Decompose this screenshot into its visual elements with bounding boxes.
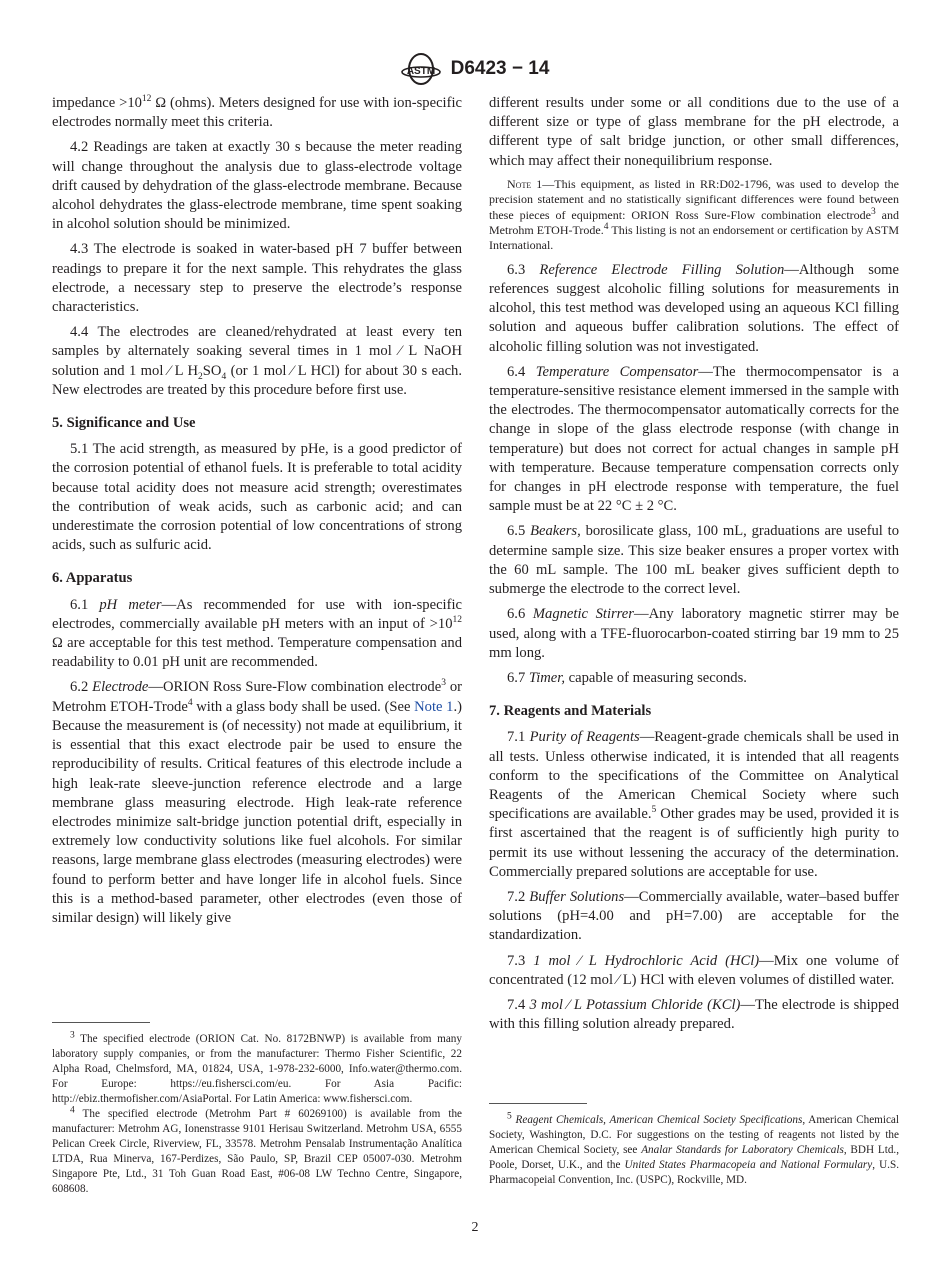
right-column bbox=[489, 94, 899, 1040]
footnote-ref: 4 bbox=[70, 1105, 75, 1116]
text-segment: —Mix one volume of concentrated (12 mol ⁄ L) HCl with eleven volumes of distilled water. bbox=[489, 952, 899, 988]
text-segment: pH meter bbox=[99, 596, 162, 613]
paragraph bbox=[489, 1113, 899, 1188]
text-segment: 6.2 bbox=[70, 679, 93, 696]
text-segment: Ω are acceptable for this test method. Temperature compensation and readability to 0.01 pH unit are recommended. bbox=[52, 635, 462, 671]
text-segment: 6.4 bbox=[507, 363, 536, 380]
text-segment: —Although some references suggest alcoholic filling solutions for measurements in alcohol, this test method was developed using an aqueous KCl filling solution and aqueous buffer calibration solutions. The effect of alcoholic filling solution was not investigated. bbox=[489, 261, 899, 355]
text-segment: Purity of Reagents bbox=[529, 729, 640, 746]
text-segment: or Metrohm ETOH-Trode bbox=[52, 679, 462, 715]
svg-text:ASTM: ASTM bbox=[406, 66, 435, 77]
text-segment: Temperature Compensator bbox=[535, 363, 699, 380]
text-segment: 2 bbox=[198, 371, 203, 382]
text-segment: 6.1 bbox=[70, 596, 100, 613]
text-segment: Timer, bbox=[528, 669, 565, 686]
footnote-ref: 3 bbox=[871, 206, 876, 217]
paragraph bbox=[52, 596, 462, 673]
footnote-list bbox=[489, 1113, 899, 1188]
text-segment: 7. Reagents and Materials bbox=[489, 703, 652, 720]
paragraph bbox=[489, 728, 899, 882]
footnote-ref: 5 bbox=[651, 805, 657, 816]
footnote-ref: 12 bbox=[452, 615, 462, 626]
footnote-divider bbox=[489, 1103, 587, 1104]
footnote-list bbox=[52, 1032, 462, 1197]
footnote-ref: 3 bbox=[441, 678, 446, 689]
paragraph bbox=[52, 94, 462, 132]
text-segment: The specified electrode (ORION Cat. No. 8172BNWP) is available from many laboratory supply companies, or from the manufacturer: Thermo Fisher Scientific, 22 Alpha Road, Chelmsford, MA, 01824, USA, 1-978-232-6000, Info.water@thermo.com. For Europe: https://eu.fishersci.com/eu. For Asia Pacific: http://ebiz.thermofisher.com/AsiaPortal. For Latin America: www.fishersci.com. bbox=[52, 1033, 462, 1105]
text-segment: —ORION Ross Sure-Flow combination electrode bbox=[148, 679, 442, 696]
astm-logo-icon bbox=[401, 52, 441, 86]
text-segment: 7.3 bbox=[507, 952, 534, 969]
text-segment: Ω (ohms). Meters designed for use with ion-specific electrodes normally meet this criteria. bbox=[52, 95, 462, 131]
paragraph bbox=[489, 522, 899, 599]
paragraph bbox=[489, 261, 899, 357]
text-segment: Electrode bbox=[92, 679, 149, 696]
text-segment: —The thermocompensator is a temperature-sensitive resistance element immersed in the sample with the electrodes. The thermocompensator automatically corrects for the change in slope of the glass electrode response (with change in temperature) but does not correct for actual changes in sample pH with temperature. Because temperature compensation corrects only for changes in pH electrode response with temperature, the fuel sample must be at 22 °C ± 2 °C. bbox=[489, 363, 900, 515]
text-segment: 7.4 bbox=[507, 996, 530, 1013]
paragraph bbox=[52, 138, 462, 234]
text-segment: .) Because the measurement is (of necessity) not made at equilibrium, it is essential that this exact electrode pair be used to ensure the reproducibility of results. Critical features of this electrode include a high leak-rate sleeve-junction reference electrode and a large membrane glass measuring electrode. High leak-rate reference electrodes minimize salt-bridge junction potential drift, especially in extremely low conductivity solutions like fuel alcohols. For similar reasons, large membrane glass electrodes (measuring electrodes) were found to perform better and have longer life in alcohol fuels. Since this is a method-based parameter, other electrodes (even those of similar design) will likely give bbox=[52, 698, 462, 926]
text-segment: This listing is not an endorsement or certification by ASTM International. bbox=[489, 223, 899, 253]
paragraph bbox=[52, 678, 462, 928]
text-segment: , U.S. Pharmacopeial Convention, Inc. (USPC), Rockville, MD. bbox=[489, 1159, 899, 1186]
text-segment: , American Chemical Society, Washington, D.C. For suggestions on the testing of reagents not listed by the American Chemical Society, see bbox=[489, 1114, 900, 1156]
footnote-ref: 5 bbox=[507, 1111, 512, 1122]
text-segment: , BDH Ltd., Poole, Dorset, U.K., and the bbox=[489, 1144, 900, 1171]
text-segment: SO bbox=[202, 362, 222, 379]
text-segment: The specified electrode (Metrohm Part # 60269100) is available from the manufacturer: Metrohm AG, Ionenstrasse 9101 Herisau Switzerland. Metrohm USA, 6555 Pelican Creek Circle, Riverview, FL, 33578. Metrohm Pensalab Instrumentação Analítica LTDA, Rua Minerva, 167-Perdizes, São Paulo, SP, Brazil CEP 05007-030. Metrohm Singapore Pte, Ltd., 31 Toh Guan Road East, #06-08 LW Techno Centre, Singapore, 608608. bbox=[52, 1108, 462, 1195]
paragraph bbox=[489, 363, 899, 517]
text-segment: —Reagent-grade chemicals shall be used in all tests. Unless otherwise indicated, it is intended that all reagents conform to the specifications of the Committee on Analytical Reagents of the American Chemical Society where such specifications are available. bbox=[489, 729, 899, 823]
paragraph bbox=[489, 669, 899, 688]
section-heading bbox=[489, 702, 899, 721]
paragraph bbox=[489, 605, 899, 663]
text-segment: 7.2 bbox=[507, 888, 530, 905]
text-segment: 4.2 Readings are taken at exactly 30 s because the meter reading will change throughout the analysis due to glass-electrode voltage drift caused by dehydration of the glass-electrode membrane. Because alcohol dehydrates the glass-electrode membrane, time spent soaking in alcohol solution should be minimized. bbox=[52, 139, 462, 233]
text-segment: 7.1 bbox=[507, 729, 530, 746]
text-segment: Buffer Solutions bbox=[529, 888, 625, 905]
footnote-ref: 3 bbox=[70, 1030, 75, 1041]
text-segment: 5.1 The acid strength, as measured by pHe, is a good predictor of the corrosion potential of ethanol fuels. It is preferable to total acidity because total acidity does not measure acid strength; overestimates the contribution of weak acids, such as carbonic acid; and can underestimate the corrosion potential of low concentrations of strong acids, such as sulfuric acid. bbox=[52, 441, 462, 554]
paragraph bbox=[52, 240, 462, 317]
footnotes-left bbox=[52, 1022, 462, 1197]
paragraph bbox=[489, 952, 899, 990]
text-segment: 6.7 bbox=[507, 669, 529, 686]
paragraph bbox=[52, 323, 462, 400]
text-segment: Reference Electrode Filling Solution bbox=[539, 261, 785, 278]
text-segment: impedance >10 bbox=[52, 95, 142, 111]
text-segment: Analar Standards for Laboratory Chemicals bbox=[641, 1144, 844, 1156]
text-segment: and Metrohm ETOH-Trode. bbox=[489, 207, 900, 238]
left-column bbox=[52, 94, 462, 934]
paragraph bbox=[52, 440, 462, 555]
text-segment: different results under some or all conditions due to the use of a different size or type of glass membrane for the pH electrode, a different type of salt bridge junction, or other small differences, which may affect their nonequilibrium response. bbox=[489, 95, 899, 169]
paragraph bbox=[489, 888, 899, 946]
text-segment: —As recommended for use with ion-specific electrodes, commercially available pH meters with an input of >10 bbox=[52, 596, 463, 632]
text-segment: Reagent Chemicals, American Chemical Society Specifications bbox=[515, 1114, 803, 1126]
text-segment: 6.6 bbox=[507, 606, 533, 623]
paragraph bbox=[52, 1032, 462, 1107]
text-segment: (or 1 mol ⁄ L HCl) for about 30 s each. New electrodes are treated by this procedure before first use. bbox=[52, 362, 462, 398]
text-segment: 1 mol ⁄ L Hydrochloric Acid (HCl) bbox=[533, 952, 760, 969]
page-number: 2 bbox=[471, 1220, 479, 1235]
paragraph bbox=[489, 94, 899, 171]
footnote-ref: 4 bbox=[187, 697, 193, 708]
section-heading bbox=[52, 569, 462, 588]
text-segment: borosilicate glass, 100 mL, graduations are useful to determine sample size. This size beaker ensures a proper vortex with the 60 mL sample. The 100 mL beaker gives sufficient depth to submerge the electrode to the correct level. bbox=[489, 523, 900, 598]
text-segment: United States Pharmacopeia and National Formulary bbox=[624, 1159, 873, 1171]
note-link[interactable]: Note 1 bbox=[414, 698, 454, 715]
text-segment: 4.4 The electrodes are cleaned/rehydrated at least every ten samples by alternately soaking several times in 1 mol ⁄ L NaOH solution and 1 mol ⁄ L H bbox=[52, 324, 462, 379]
text-segment: —Commercially available, water–based buffer solutions (pH=4.00 and pH=7.00) are acceptable for the standardization. bbox=[489, 888, 899, 944]
text-segment: 5. Significance and Use bbox=[52, 415, 196, 432]
text-segment: —Any laboratory magnetic stirrer may be used, along with a TFE-fluorocarbon-coated stirring bar 19 mm to 25 mm long. bbox=[489, 606, 899, 661]
text-segment: Beakers, bbox=[530, 523, 581, 540]
text-segment: Note bbox=[507, 176, 532, 191]
text-segment: 6.3 bbox=[507, 261, 540, 278]
text-segment: 3 mol ⁄ L Potassium Chloride (KCl) bbox=[529, 996, 741, 1013]
paragraph bbox=[489, 996, 899, 1034]
footnote-ref: 12 bbox=[141, 94, 152, 105]
text-segment: with a glass body shall be used. (See bbox=[192, 698, 415, 715]
section-heading bbox=[52, 414, 462, 433]
document-designation: D6423 − 14 bbox=[450, 58, 550, 79]
text-segment: 6.5 bbox=[507, 523, 531, 540]
footnote-ref: 4 bbox=[603, 222, 609, 233]
footnote-divider bbox=[52, 1022, 150, 1023]
text-segment: 4.3 The electrode is soaked in water-based pH 7 buffer between readings to prepare it for the next sample. This rehydrates the glass electrode, a necessary step to preserve the electrode’s response characteristics. bbox=[52, 241, 462, 316]
text-segment: Magnetic Stirrer bbox=[532, 606, 634, 623]
text-segment: 1—This equipment, as listed in RR:D02-1796, was used to develop the precision statement and no statistically significant differences were found between these pieces of equipment: ORION Ross Sure-Flow combination electrode bbox=[489, 176, 899, 222]
text-segment: capable of measuring seconds. bbox=[564, 669, 747, 686]
page-header bbox=[0, 52, 950, 86]
text-segment: 4 bbox=[221, 371, 227, 382]
text-segment: —The electrode is shipped with this filling solution already prepared. bbox=[489, 996, 900, 1033]
text-segment: 6. Apparatus bbox=[52, 570, 133, 587]
text-segment: Other grades may be used, provided it is first ascertained that the reagent is of sufficiently high purity to permit its use without lessening the accuracy of the determination. Commercially prepared solutions are acceptable for use. bbox=[489, 806, 899, 880]
note-paragraph bbox=[489, 177, 899, 254]
footnotes-right bbox=[489, 1103, 899, 1188]
paragraph bbox=[52, 1107, 462, 1197]
